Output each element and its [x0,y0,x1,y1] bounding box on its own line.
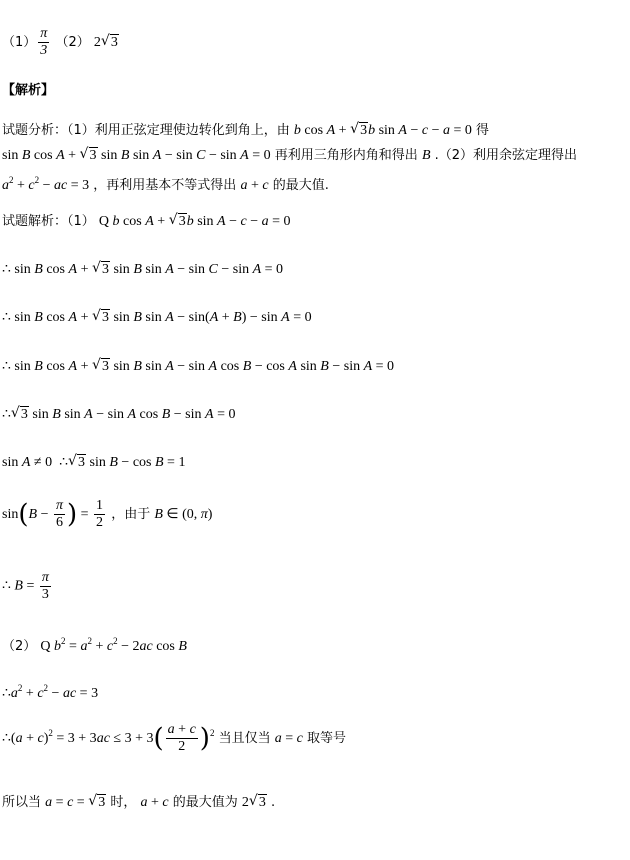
solution-step-7: sin(B − $\frac{\pi}{6}$ ) = $\frac{1}{2}$ ，由于 B ∈ (0, π) [2,498,213,530]
analysis-line-1: 试题分析：（1）利用正弦定理使边转化到角上，由 b cos A + √ 3b sin A − c − a = 0 得 [2,122,489,140]
answer-label-1: （1） [2,35,37,50]
section-title: 【解析】 [2,83,55,98]
analysis-line-2: sin B cos A + √ 3 sin B sin A − sin C − sin A = 0 再利用三角形内角和得出 B .（2）利用余弦定理得出 [2,147,577,165]
analysis-line-3: $a^2 + c^2$ − ac = 3 ，再利用基本不等式得出 a + c 的最大值. [2,175,329,193]
solution-part-2: （2） Q $b^2 = a^2 + c^2 - 2ac$ cos B [2,636,187,654]
solution-step-3: ∴ sin B cos A + √ 3 sin B sin A − sin(A + B) − sin A = 0 [2,309,312,327]
answer-label-2: （2） [55,35,90,50]
solution-step-10: ∴(a + c)$^2$ = 3 + 3ac ≤ 3 + 3( $\frac{a + c}{2}$ )$^2$ 当且仅当 a = c 取等号 [2,722,347,754]
solution-step-2: ∴ sin B cos A + √ 3 sin B sin A − sin C − sin A = 0 [2,261,283,279]
solution-step-1: 试题解析：（1） Q b cos A + √ 3b sin A − c − a = 0 [2,213,291,231]
solution-step-5: ∴√ 3 sin B sin A − sin A cos B − sin A = 0 [2,406,235,424]
solution-step-4: ∴ sin B cos A + √ 3 sin B sin A − sin A cos B − cos A sin B − sin A = 0 [2,358,394,376]
solution-step-6: sin A ≠ 0 ∴√ 3 sin B − cos B = 1 [2,454,185,472]
solution-step-8: ∴ B = $\frac{\pi}{3}$ [2,570,49,602]
solution-step-9: $\therefore a^2 + c^2$ − ac = 3 [2,683,99,701]
answer-line [2,26,119,59]
answer-fraction: $\frac{\pi}{3}$ [40,26,48,58]
answer-value-2: 2√ 3 [94,35,119,50]
solution-conclusion: 所以当 a = c = √ 3 时， a + c 的最大值为 2√ 3 . [2,794,275,812]
